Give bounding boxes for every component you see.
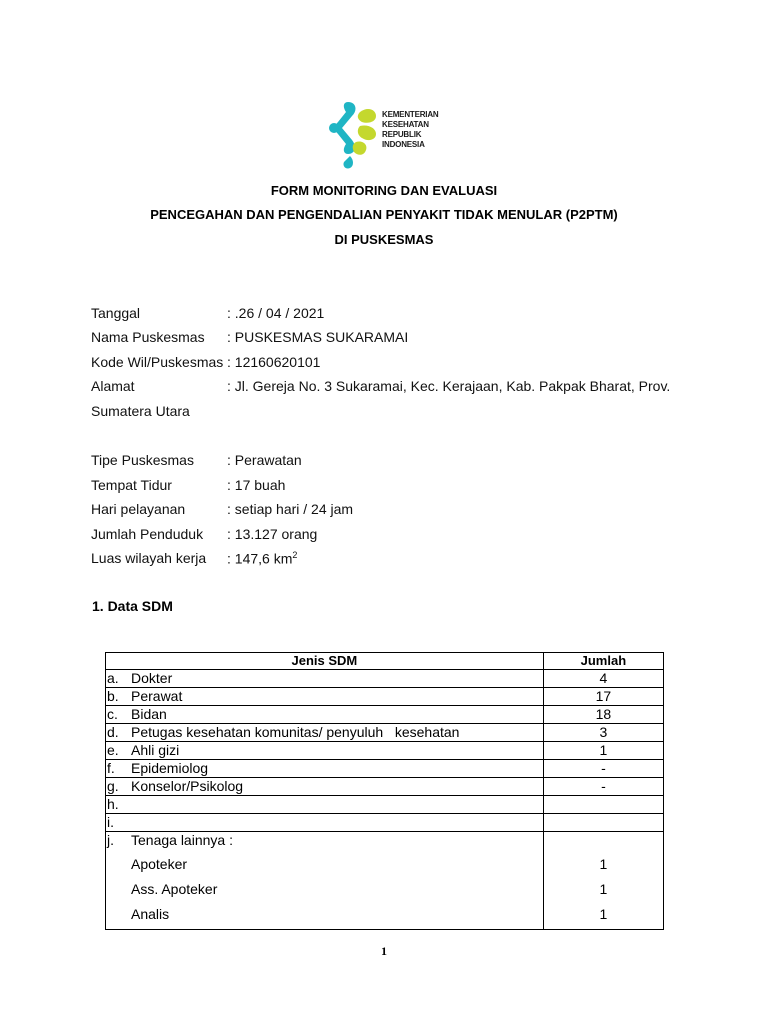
form-title-line-2: PENCEGAHAN DAN PENGENDALIAN PENYAKIT TIDAK MENULAR (P2PTM) (150, 207, 618, 222)
logo-text (382, 110, 438, 150)
table-cell-jumlah: 17 (543, 688, 663, 706)
table-cell-jumlah: 1 (543, 742, 663, 760)
info-value: : setiap hari / 24 jam (227, 501, 354, 517)
info-label: Tanggal (91, 305, 141, 321)
table-cell-jenis (106, 670, 544, 688)
table-row (106, 814, 664, 832)
table-cell-jenis (106, 760, 544, 778)
kemenkes-emblem-icon (326, 98, 382, 170)
table-cell-jumlah: 18 (543, 706, 663, 724)
info-label: Alamat (91, 378, 135, 394)
table-cell-jenis (106, 832, 544, 930)
info-value: : Perawatan (227, 452, 302, 468)
row-label: Tenaga lainnya : (131, 832, 233, 848)
row-label: Petugas kesehatan komunitas/ penyuluh kesehatan (131, 724, 460, 740)
info-value-luas (227, 550, 297, 567)
row-letter: i. (107, 814, 114, 830)
row-letter: e. (107, 742, 119, 758)
info-label: Luas wilayah kerja (91, 550, 207, 566)
table-cell-jenis (106, 688, 544, 706)
info-value: : 17 buah (227, 477, 286, 493)
row-label: Bidan (131, 706, 167, 722)
table-cell-jumlah: 3 (543, 724, 663, 742)
table-row (106, 670, 664, 688)
info-label: Tempat Tidur (91, 477, 172, 493)
table-row (106, 778, 664, 796)
table-row (106, 706, 664, 724)
sub-item-apoteker: Apoteker (131, 856, 188, 872)
section-title-data-sdm: 1. Data SDM (92, 598, 173, 614)
table-row (106, 760, 664, 778)
table-row (106, 724, 664, 742)
info-label: Hari pelayanan (91, 501, 186, 517)
sub-value-apoteker: 1 (599, 856, 608, 872)
page-number: 1 (381, 944, 387, 958)
info-value: : 13.127 orang (227, 526, 318, 542)
table-cell-jumlah (543, 814, 663, 832)
form-title-line-1: FORM MONITORING DAN EVALUASI (270, 183, 498, 198)
table-cell-jumlah (543, 832, 663, 930)
table-header-row (106, 653, 664, 670)
sub-value-analis: 1 (599, 906, 608, 922)
row-letter: b. (107, 688, 119, 704)
row-letter: j. (107, 832, 114, 848)
sub-value-ass-apoteker: 1 (599, 881, 608, 897)
kemenkes-logo (326, 98, 446, 170)
table-cell-jenis (106, 742, 544, 760)
table-cell-jumlah: - (543, 778, 663, 796)
sub-item-analis: Analis (131, 906, 170, 922)
row-label: Ahli gizi (131, 742, 180, 758)
table-row (106, 796, 664, 814)
logo-line-2: KESEHATAN (382, 120, 429, 129)
row-label: Epidemiolog (131, 760, 209, 776)
info-label: Kode Wil/Puskesmas (91, 354, 224, 370)
logo-line-1: KEMENTERIAN (382, 110, 439, 119)
info-value: : Jl. Gereja No. 3 Sukaramai, Kec. Kerajaan, Kab. Pakpak Bharat, Prov. (227, 378, 671, 394)
table-cell-jenis (106, 778, 544, 796)
row-letter: f. (107, 760, 115, 776)
table-cell-jumlah (543, 796, 663, 814)
info-label: Jumlah Penduduk (91, 526, 204, 542)
row-letter: h. (107, 796, 119, 812)
table-cell-jenis (106, 796, 544, 814)
info-value-superscript: 2 (292, 550, 298, 560)
row-letter: d. (107, 724, 119, 740)
info-value: : .26 / 04 / 2021 (227, 305, 325, 321)
form-title-line-3: DI PUSKESMAS (334, 232, 434, 247)
info-label: Tipe Puskesmas (91, 452, 194, 468)
table-cell-jumlah: - (543, 760, 663, 778)
info-value: : 147,6 km (227, 550, 293, 567)
table-cell-jenis (106, 724, 544, 742)
table-cell-jenis (106, 814, 544, 832)
row-letter: g. (107, 778, 119, 794)
sub-item-ass-apoteker: Ass. Apoteker (131, 881, 218, 897)
row-label: Konselor/Psikolog (131, 778, 244, 794)
table-row (106, 688, 664, 706)
table-row (106, 742, 664, 760)
logo-line-3: REPUBLIK (382, 130, 422, 139)
info-value: : 12160620101 (227, 354, 321, 370)
info-label: Nama Puskesmas (91, 329, 205, 345)
info-value-continued: Sumatera Utara (91, 403, 190, 419)
table-cell-jenis (106, 706, 544, 724)
header-jenis-sdm: Jenis SDM (106, 653, 544, 670)
info-value: : PUSKESMAS SUKARAMAI (227, 329, 409, 345)
logo-line-4: INDONESIA (382, 140, 425, 149)
row-letter: c. (107, 706, 118, 722)
row-letter: a. (107, 670, 119, 686)
table-cell-jumlah: 4 (543, 670, 663, 688)
header-jumlah: Jumlah (543, 653, 663, 670)
sdm-table (105, 652, 664, 930)
table-row-lainnya (106, 832, 664, 930)
row-label: Dokter (131, 670, 173, 686)
row-label: Perawat (131, 688, 183, 704)
